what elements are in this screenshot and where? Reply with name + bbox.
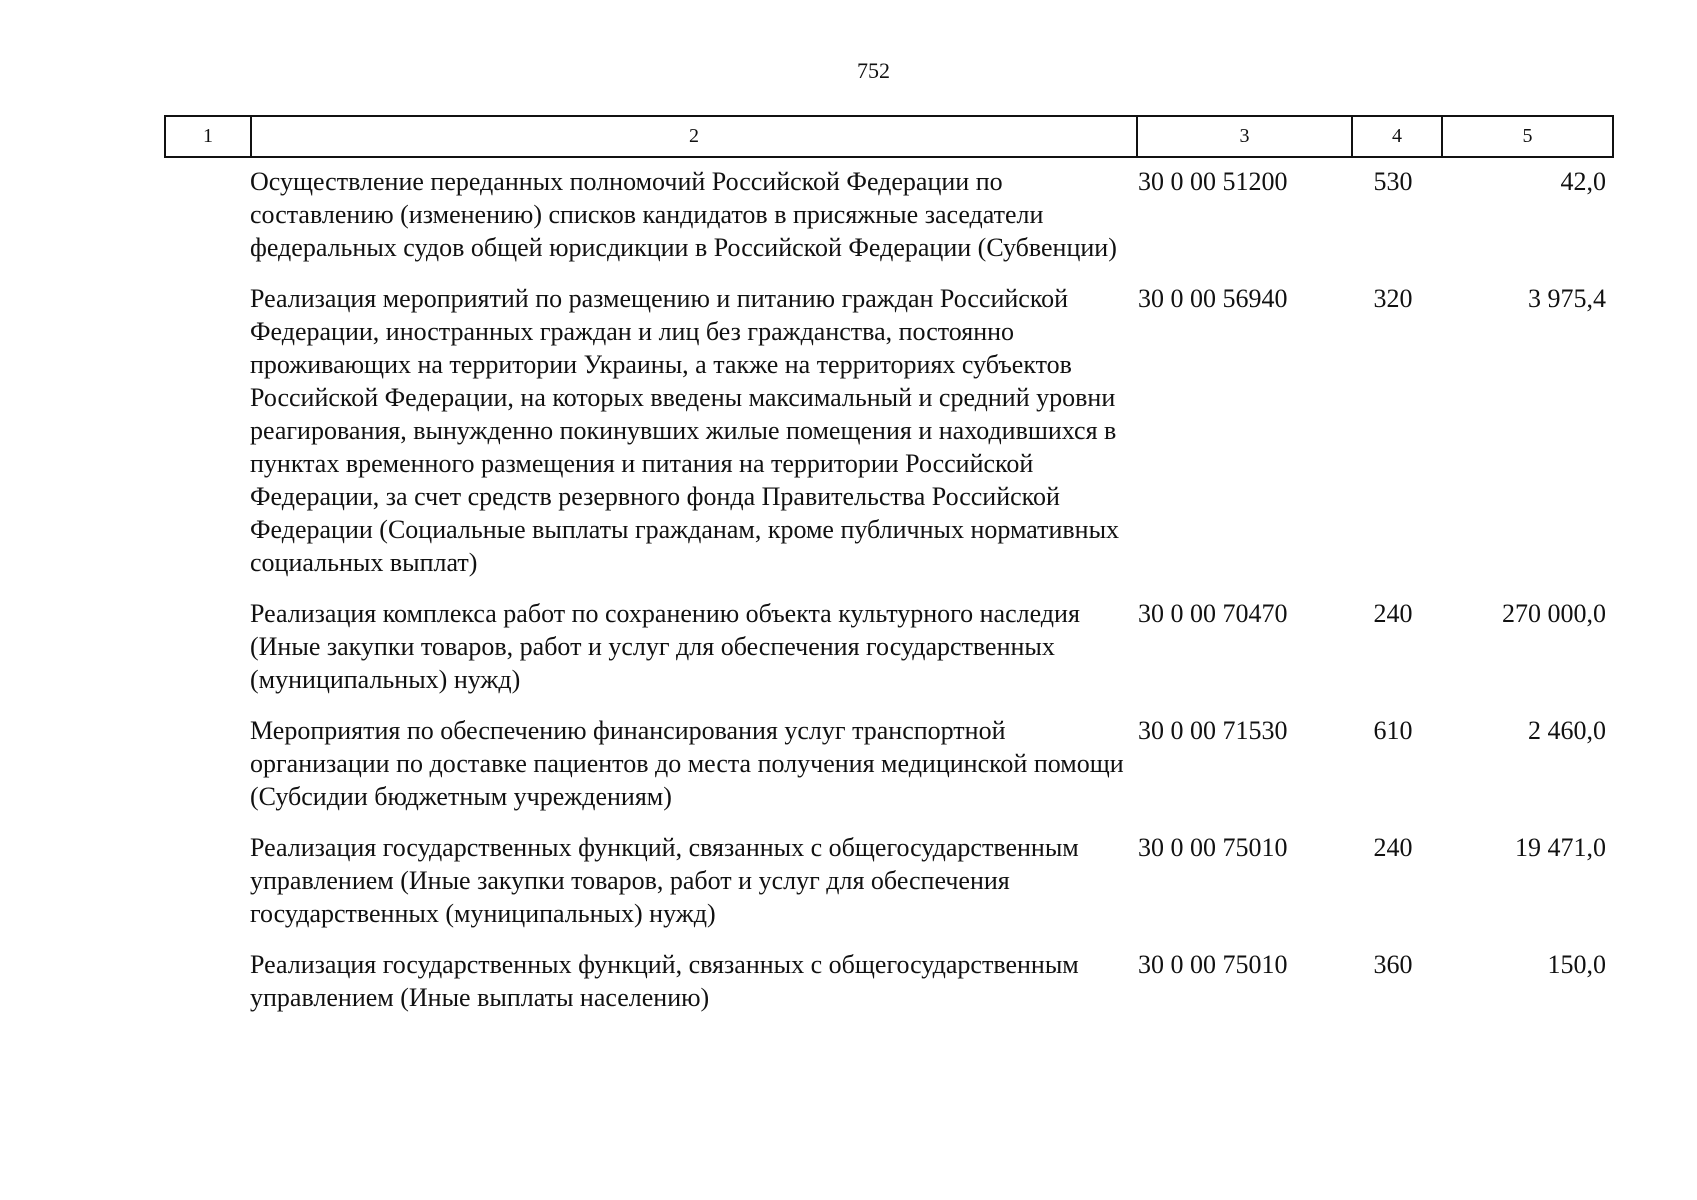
- row-amount: 150,0: [1547, 950, 1606, 979]
- page-number: 752: [857, 58, 890, 83]
- header-col-2: 2: [252, 117, 1138, 156]
- row-description: Реализация мероприятий по размещению и питанию граждан Российской Федерации, иностранных граждан и лиц без гражданства, постоянно проживающих на территории Украины, а также на территориях субъектов Российской Федерации, на которых введены максимальный и средний уровни реагирования, вынужденно покинувших жилые помещения и находившихся в пунктах временного размещения и питания на территории Российской Федерации, за счет средств резервного фонда Правительства Российской Федерации (Социальные выплаты гражданам, кроме публичных нормативных социальных выплат): [250, 284, 1120, 577]
- row-description: Реализация государственных функций, связанных с общегосударственным управлением (Иные закупки товаров, работ и услуг для обеспечения государственных (муниципальных) нужд): [250, 833, 1079, 928]
- row-type: 240: [1373, 833, 1413, 862]
- row-type: 530: [1373, 167, 1413, 196]
- table-row: [250, 948, 1614, 1014]
- row-code: 30 0 00 75010: [1138, 833, 1288, 862]
- header-col-4: 4: [1353, 117, 1443, 156]
- row-description: Мероприятия по обеспечению финансирования услуг транспортной организации по доставке пациентов до места получения медицинской помощи (Субсидии бюджетным учреждениям): [250, 716, 1124, 811]
- row-type: 240: [1373, 599, 1413, 628]
- table-row: [250, 831, 1614, 930]
- header-col-3: 3: [1138, 117, 1353, 156]
- row-code: 30 0 00 75010: [1138, 950, 1288, 979]
- row-amount: 42,0: [1560, 167, 1606, 196]
- row-amount: 3 975,4: [1528, 284, 1606, 313]
- row-code: 30 0 00 56940: [1138, 284, 1288, 313]
- row-amount: 19 471,0: [1515, 833, 1606, 862]
- table-row: [250, 165, 1614, 264]
- row-type: 360: [1373, 950, 1413, 979]
- table-body: [250, 165, 1614, 1032]
- table-header: [164, 115, 1614, 158]
- table-row: [250, 714, 1614, 813]
- row-type: 320: [1373, 284, 1413, 313]
- row-amount: 270 000,0: [1502, 599, 1606, 628]
- row-code: 30 0 00 71530: [1138, 716, 1288, 745]
- table-row: [250, 597, 1614, 696]
- table-row: [250, 282, 1614, 579]
- row-code: 30 0 00 51200: [1138, 167, 1288, 196]
- row-description: Реализация комплекса работ по сохранению объекта культурного наследия (Иные закупки товаров, работ и услуг для обеспечения государственных (муниципальных) нужд): [250, 599, 1080, 694]
- header-col-5: 5: [1522, 125, 1533, 147]
- row-amount: 2 460,0: [1528, 716, 1606, 745]
- row-description: Осуществление переданных полномочий Российской Федерации по составлению (изменению) списков кандидатов в присяжные заседатели федеральных судов общей юрисдикции в Российской Федерации (Субвенции): [250, 167, 1117, 262]
- row-description: Реализация государственных функций, связанных с общегосударственным управлением (Иные выплаты населению): [250, 950, 1079, 1012]
- header-col-1: 1: [166, 117, 252, 156]
- row-code: 30 0 00 70470: [1138, 599, 1288, 628]
- row-type: 610: [1373, 716, 1413, 745]
